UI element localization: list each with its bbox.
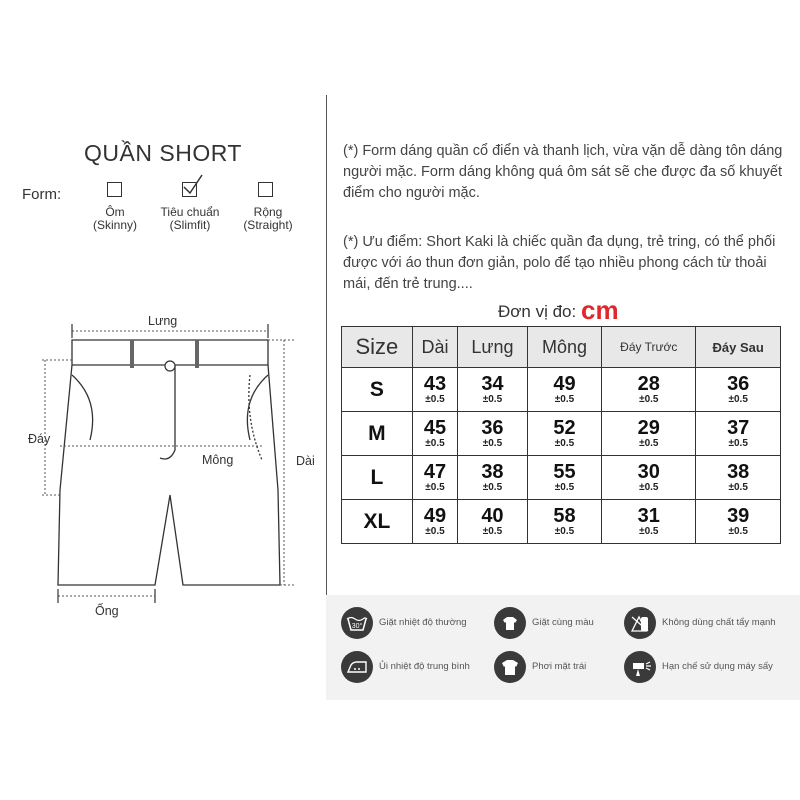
value-cell [412,456,457,500]
check-icon [181,173,205,197]
table-row [342,500,781,544]
value-number: 30 [637,461,660,483]
tolerance: ±0.5 [425,526,445,537]
unit-value: cm [580,295,619,325]
value-cell [602,368,696,412]
value-number: 31 [637,505,660,527]
tolerance: ±0.5 [554,438,575,449]
value-number: 29 [637,417,660,439]
form-option-straight-checkbox [258,182,273,197]
size-table [341,326,781,544]
description-form: (*) Form dáng quần cổ điển và thanh lịch, vừa vặn dễ dàng tôn dáng người mặc. Form dáng không quá ôm sát sẽ che được đa số khuyết điểm cho người mặc. [343,143,783,201]
care-instructions [326,595,800,700]
value-number: 36 [481,417,504,439]
tolerance: ±0.5 [425,482,445,493]
value-cell [527,500,601,544]
care-label: Giặt nhiệt độ thường [379,617,467,628]
care-label: Giặt cùng màu [532,617,594,628]
size-cell: S [342,368,413,412]
size-table-header [342,327,781,368]
description-advantages: (*) Ưu điểm: Short Kaki là chiếc quần đa dụng, trẻ tring, có thể phối được với áo thun đơn giản, polo để tạo nhiều phong cách từ thoải mái, đến trẻ trung.... [343,234,776,292]
length-label: Dài [296,454,315,468]
value-number: 49 [553,373,576,395]
form-option-sub: (Straight) [243,218,293,232]
value-number: 47 [423,461,447,483]
care-label: Hạn chế sử dụng máy sấy [662,661,773,672]
header-hip: Mông [527,327,601,368]
value-number: 40 [481,505,504,527]
care-label: Ủi nhiệt độ trung bình [379,661,470,672]
tolerance: ±0.5 [425,438,445,449]
header-back-rise: Đáy Sau [696,327,781,368]
size-cell: L [342,456,413,500]
tolerance: ±0.5 [728,482,748,493]
hem-label: Ống [95,604,119,618]
header-length: Dài [412,327,457,368]
svg-text:30°: 30° [351,623,363,630]
no-bleach-icon [624,607,656,639]
value-cell [458,456,528,500]
header-waist: Lưng [458,327,528,368]
care-label: Phơi mặt trái [532,661,587,672]
tolerance: ±0.5 [482,482,503,493]
form-option-name: Rộng [253,205,283,219]
value-cell [412,412,457,456]
wash-30-icon [341,607,373,639]
unit-line [498,293,619,324]
tolerance: ±0.5 [639,438,659,449]
value-cell [412,500,457,544]
header-size: Size [342,327,413,368]
form-option-slimfit-checkbox [182,182,197,197]
value-cell [527,412,601,456]
value-cell [602,412,696,456]
form-option-sub: (Slimfit) [169,218,211,232]
form-option-straight [218,206,318,232]
tolerance: ±0.5 [482,438,503,449]
value-cell [458,368,528,412]
tolerance: ±0.5 [554,482,575,493]
value-cell [602,456,696,500]
value-number: 49 [423,505,447,527]
value-cell [527,368,601,412]
value-number: 55 [553,461,576,483]
table-row [342,368,781,412]
value-number: 52 [553,417,576,439]
care-label: Không dùng chất tẩy mạnh [662,617,776,628]
unit-label: Đơn vị đo: [498,302,577,321]
value-cell [458,412,528,456]
shorts-diagram [0,300,326,630]
tolerance: ±0.5 [554,526,575,537]
form-label: Form: [22,186,62,203]
size-cell: XL [342,500,413,544]
form-option-name: Ôm [105,205,125,219]
product-title: QUẦN SHORT [84,140,242,166]
tolerance: ±0.5 [482,526,503,537]
rise-label: Đáy [28,432,51,446]
value-cell [412,368,457,412]
form-option-name: Tiêu chuẩn [160,205,220,219]
value-cell [696,412,781,456]
vertical-divider [326,95,327,670]
tolerance: ±0.5 [639,394,659,405]
value-number: 58 [553,505,576,527]
header-front-rise: Đáy Trước [602,327,696,368]
value-cell [527,456,601,500]
table-row [342,412,781,456]
tolerance: ±0.5 [482,394,503,405]
button-icon [165,361,175,371]
tolerance: ±0.5 [554,394,575,405]
tolerance: ±0.5 [639,482,659,493]
value-number: 28 [637,373,660,395]
iron-medium-icon [341,651,373,683]
value-number: 39 [727,505,750,527]
value-cell [458,500,528,544]
value-number: 37 [727,417,750,439]
value-cell [602,500,696,544]
wash-same-color-icon [494,607,526,639]
size-cell: M [342,412,413,456]
value-number: 34 [481,373,504,395]
tolerance: ±0.5 [728,526,748,537]
dry-inside-out-icon [494,651,526,683]
value-number: 45 [423,417,447,439]
no-dryer-icon [624,651,656,683]
value-cell [696,500,781,544]
form-option-skinny-checkbox [107,182,122,197]
table-row [342,456,781,500]
form-option-sub: (Skinny) [92,218,137,232]
value-number: 38 [727,461,750,483]
tolerance: ±0.5 [728,438,748,449]
value-number: 38 [481,461,504,483]
waist-label: Lưng [148,314,178,328]
tolerance: ±0.5 [639,526,659,537]
value-cell [696,456,781,500]
tolerance: ±0.5 [728,394,748,405]
hip-label: Mông [202,453,234,467]
value-number: 36 [727,373,750,395]
value-cell [696,368,781,412]
value-number: 43 [423,373,447,395]
tolerance: ±0.5 [425,394,445,405]
